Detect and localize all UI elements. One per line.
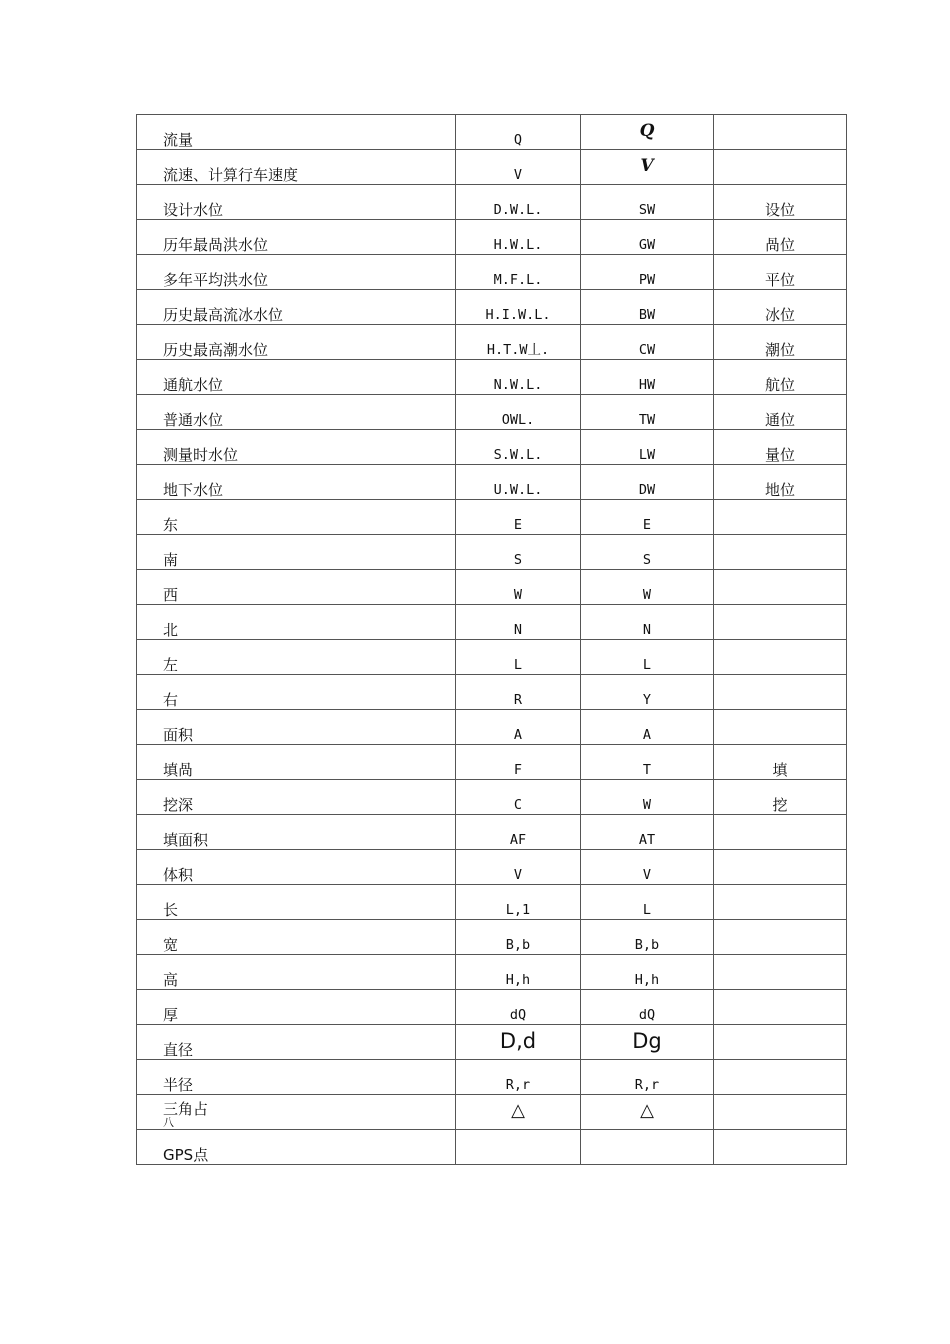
term-name-cell: 挖深 [137, 780, 456, 815]
abbreviation-cell [714, 850, 847, 885]
symbol-drawing-cell: △ [581, 1095, 714, 1130]
symbol-standard-cell: S.W.L. [456, 430, 581, 465]
term-name-cell: 历年最咼洪水位 [137, 220, 456, 255]
symbol-standard-cell: R [456, 675, 581, 710]
term-name-cell: 直径 [137, 1025, 456, 1060]
symbol-standard-cell: AF [456, 815, 581, 850]
table-row [137, 500, 847, 535]
term-name-cell: 厚 [137, 990, 456, 1025]
symbol-standard-cell: L,1 [456, 885, 581, 920]
table-row [137, 780, 847, 815]
symbol-standard-cell: B,b [456, 920, 581, 955]
term-name-cell: 右 [137, 675, 456, 710]
term-name-cell: 长 [137, 885, 456, 920]
abbreviation-cell [714, 150, 847, 185]
term-name-cell [137, 1095, 456, 1130]
symbol-standard-cell: E [456, 500, 581, 535]
abbreviation-cell [714, 815, 847, 850]
table-row [137, 1025, 847, 1060]
symbol-drawing-cell: CW [581, 325, 714, 360]
term-name-cell: 宽 [137, 920, 456, 955]
symbol-standard-cell: L [456, 640, 581, 675]
symbol-drawing-cell: L [581, 885, 714, 920]
term-name-cell: 填咼 [137, 745, 456, 780]
symbol-drawing-cell: HW [581, 360, 714, 395]
symbol-drawing-cell: LW [581, 430, 714, 465]
symbol-drawing-cell [581, 1130, 714, 1165]
abbreviation-cell [714, 115, 847, 150]
abbreviation-cell [714, 885, 847, 920]
table-row [137, 990, 847, 1025]
symbol-standard-cell: F [456, 745, 581, 780]
abbreviation-cell: 填 [714, 745, 847, 780]
symbol-drawing-cell: Y [581, 675, 714, 710]
table-row [137, 290, 847, 325]
symbol-drawing-cell: AT [581, 815, 714, 850]
symbol-drawing-cell: GW [581, 220, 714, 255]
abbreviation-cell [714, 675, 847, 710]
term-name-cell: 高 [137, 955, 456, 990]
symbol-drawing-cell: R,r [581, 1060, 714, 1095]
symbol-drawing-cell: DW [581, 465, 714, 500]
term-name-cell: 测量时水位 [137, 430, 456, 465]
symbol-table-body [137, 115, 847, 1165]
table-row [137, 430, 847, 465]
table-row [137, 710, 847, 745]
abbreviation-cell: 量位 [714, 430, 847, 465]
symbol-drawing-cell: V [581, 150, 714, 185]
abbreviation-cell [714, 990, 847, 1025]
table-row [137, 640, 847, 675]
table-row [137, 1060, 847, 1095]
abbreviation-cell [714, 605, 847, 640]
table-row [137, 920, 847, 955]
abbreviation-cell [714, 710, 847, 745]
term-name-cell: 普通水位 [137, 395, 456, 430]
symbol-standard-cell: U.W.L. [456, 465, 581, 500]
symbol-drawing-cell: B,b [581, 920, 714, 955]
abbreviation-cell: 平位 [714, 255, 847, 290]
abbreviation-cell [714, 500, 847, 535]
symbol-standard-cell [456, 1130, 581, 1165]
term-name-cell: 历史最高潮水位 [137, 325, 456, 360]
term-name-cell: 体积 [137, 850, 456, 885]
symbol-drawing-cell: W [581, 780, 714, 815]
term-name-cell: 面积 [137, 710, 456, 745]
symbol-standard-cell: A [456, 710, 581, 745]
symbol-drawing-cell: dQ [581, 990, 714, 1025]
symbol-standard-cell: Q [456, 115, 581, 150]
term-name-cell: 南 [137, 535, 456, 570]
symbol-standard-cell: W [456, 570, 581, 605]
symbol-standard-cell: C [456, 780, 581, 815]
symbol-drawing-cell: S [581, 535, 714, 570]
abbreviation-cell [714, 1095, 847, 1130]
table-row [137, 675, 847, 710]
table-row [137, 1095, 847, 1130]
abbreviation-cell [714, 570, 847, 605]
symbol-standard-cell: H.I.W.L. [456, 290, 581, 325]
symbol-standard-cell: N.W.L. [456, 360, 581, 395]
symbol-standard-cell: dQ [456, 990, 581, 1025]
term-name-cell: 填面积 [137, 815, 456, 850]
term-name-cell: 地下水位 [137, 465, 456, 500]
abbreviation-cell [714, 955, 847, 990]
symbol-drawing-cell: V [581, 850, 714, 885]
table-row [137, 465, 847, 500]
term-name-cell: GPS点 [137, 1130, 456, 1165]
term-name-cell: 通航水位 [137, 360, 456, 395]
symbol-standard-cell: V [456, 150, 581, 185]
symbol-standard-cell: R,r [456, 1060, 581, 1095]
table-row [137, 115, 847, 150]
symbol-standard-cell: H.W.L. [456, 220, 581, 255]
table-row [137, 150, 847, 185]
term-name-cell: 历史最高流冰水位 [137, 290, 456, 325]
symbol-table [136, 114, 847, 1165]
symbol-standard-cell: H,h [456, 955, 581, 990]
table-row [137, 815, 847, 850]
symbol-drawing-cell: SW [581, 185, 714, 220]
table-row [137, 185, 847, 220]
term-name-fragment: 八 [163, 1116, 174, 1129]
abbreviation-cell: 冰位 [714, 290, 847, 325]
symbol-drawing-cell: H,h [581, 955, 714, 990]
symbol-drawing-cell: L [581, 640, 714, 675]
symbol-drawing-cell: TW [581, 395, 714, 430]
term-name-cell: 西 [137, 570, 456, 605]
term-name-cell: 流量 [137, 115, 456, 150]
symbol-drawing-cell: W [581, 570, 714, 605]
symbol-drawing-cell: N [581, 605, 714, 640]
abbreviation-cell [714, 640, 847, 675]
table-row [137, 885, 847, 920]
abbreviation-cell [714, 1025, 847, 1060]
symbol-drawing-cell: PW [581, 255, 714, 290]
table-row [137, 360, 847, 395]
abbreviation-cell: 通位 [714, 395, 847, 430]
term-name: 三角占 [163, 1099, 209, 1118]
term-name-cell: 多年平均洪水位 [137, 255, 456, 290]
symbol-drawing-cell: A [581, 710, 714, 745]
abbreviation-cell: 设位 [714, 185, 847, 220]
symbol-standard-cell: △ [456, 1095, 581, 1130]
table-row [137, 745, 847, 780]
symbol-drawing-cell: E [581, 500, 714, 535]
abbreviation-cell: 地位 [714, 465, 847, 500]
abbreviation-cell: 航位 [714, 360, 847, 395]
term-name-cell: 左 [137, 640, 456, 675]
abbreviation-cell [714, 1130, 847, 1165]
symbol-drawing-cell: BW [581, 290, 714, 325]
symbol-standard-cell: D,d [456, 1025, 581, 1060]
abbreviation-cell: 潮位 [714, 325, 847, 360]
table-row [137, 395, 847, 430]
abbreviation-cell [714, 535, 847, 570]
symbol-standard-cell: S [456, 535, 581, 570]
term-name-cell: 北 [137, 605, 456, 640]
table-row [137, 535, 847, 570]
symbol-standard-cell: OWL. [456, 395, 581, 430]
table-row [137, 570, 847, 605]
table-row [137, 325, 847, 360]
table-row [137, 1130, 847, 1165]
table-row [137, 955, 847, 990]
abbreviation-cell [714, 1060, 847, 1095]
table-row [137, 850, 847, 885]
symbol-drawing-cell: Dg [581, 1025, 714, 1060]
symbol-standard-cell: M.F.L. [456, 255, 581, 290]
symbol-standard-cell: N [456, 605, 581, 640]
symbol-standard-cell: D.W.L. [456, 185, 581, 220]
term-name-cell: 流速、计算行车速度 [137, 150, 456, 185]
term-name-cell: 半径 [137, 1060, 456, 1095]
abbreviation-cell [714, 920, 847, 955]
table-row [137, 220, 847, 255]
symbol-standard-cell: V [456, 850, 581, 885]
table-row [137, 605, 847, 640]
term-name-cell: 设计水位 [137, 185, 456, 220]
abbreviation-cell: 咼位 [714, 220, 847, 255]
table-row [137, 255, 847, 290]
symbol-drawing-cell: T [581, 745, 714, 780]
abbreviation-cell: 挖 [714, 780, 847, 815]
symbol-standard-cell: H.T.W丄. [456, 325, 581, 360]
term-name-cell: 东 [137, 500, 456, 535]
symbol-drawing-cell: Q [581, 115, 714, 150]
